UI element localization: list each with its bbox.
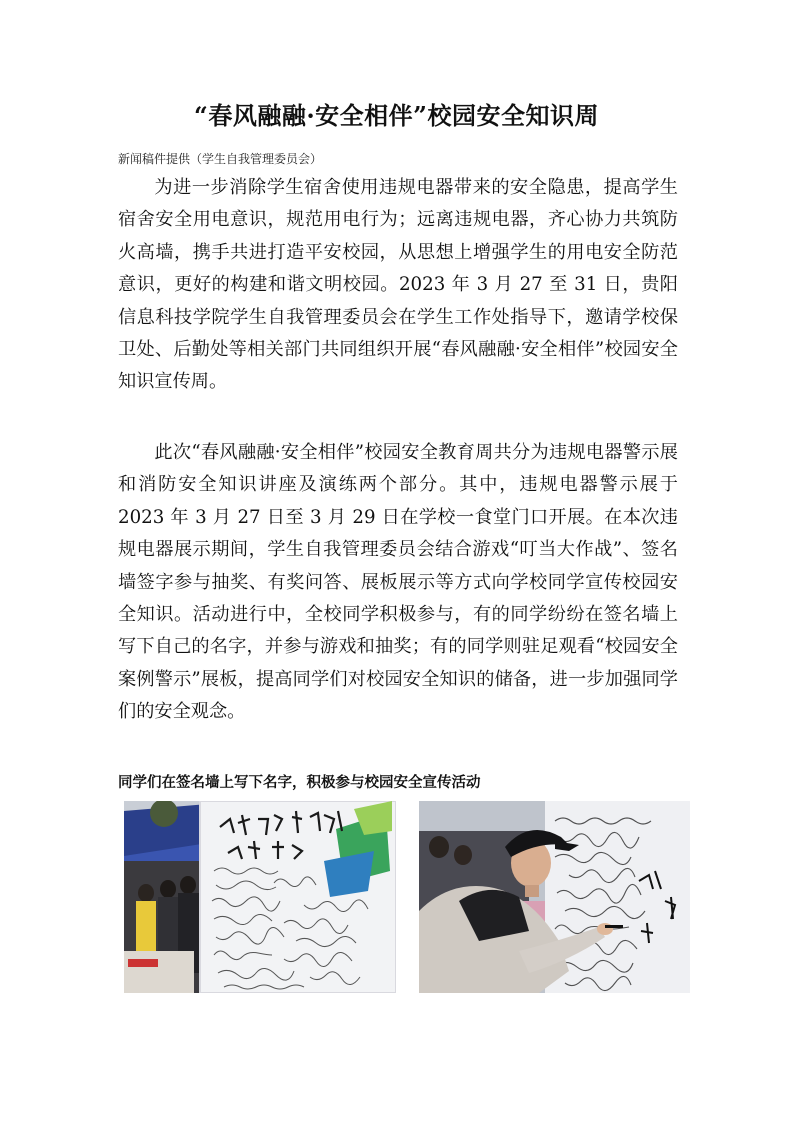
photo-student-signing [419, 801, 690, 993]
source-line: 新闻稿件提供（学生自我管理委员会） [118, 152, 323, 166]
paragraph-2: 此次“春风融融·安全相伴”校园安全教育周共分为违规电器警示展和消防安全知识讲座及演练两个部分。其中，违规电器警示展于 2023 年 3 月 27 日至 3 月 29 日在学校一食堂门口开展。在本次违规电器展示期间，学生自我管理委员会结合游戏“叮当大作战”、签名墙签字参与抽奖、有奖问答、展板展示等方式向学校同学宣传校园安全知识。活动进行中，全校同学积极参与，有的同学纷纷在签名墙上写下自己的名字，并参与游戏和抽奖；有的同学则驻足观看“校园安全案例警示”展板，提高同学们对校园安全知识的储备，进一步加强同学们的安全观念。 [118, 442, 678, 723]
photo-signature-wall [124, 801, 396, 993]
signature-wall-image [124, 801, 396, 993]
document-title: “春风融融·安全相伴”校园安全知识周 [194, 101, 599, 130]
photo-caption: 同学们在签名墙上写下名字，积极参与校园安全宣传活动 [118, 775, 481, 791]
student-signing-image [419, 801, 690, 993]
paragraph-1: 为进一步消除学生宿舍使用违规电器带来的安全隐患，提高学生宿舍安全用电意识，规范用电行为；远离违规电器，齐心协力共筑防火高墙，携手共进打造平安校园，从思想上增强学生的用电安全防范意识，更好的构建和谐文明校园。2023 年 3 月 27 至 31 日，贵阳信息科技学院学生自我管理委员会在学生工作处指导下，邀请学校保卫处、后勤处等相关部门共同组织开展“春风融融·安全相伴”校园安全知识宣传周。 [118, 177, 678, 393]
